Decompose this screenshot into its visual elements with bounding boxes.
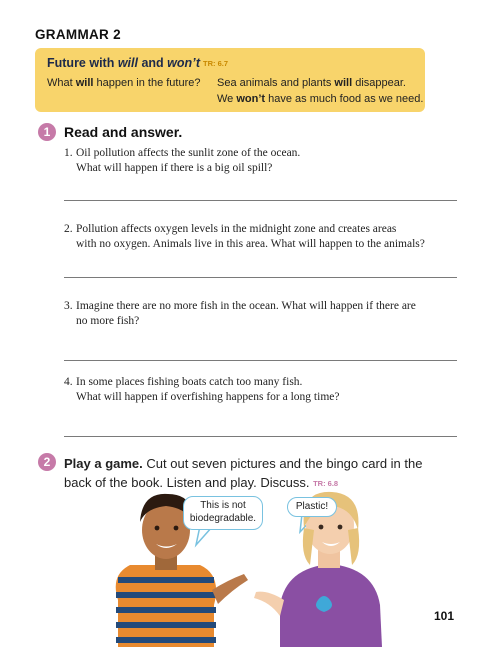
grammar-example-will: Sea animals and plants will disappear. <box>217 77 406 89</box>
question-3: 3. Imagine there are no more fish in the ocean. What will happen if there are no more fish? <box>64 300 416 327</box>
question-1: 1. Oil pollution affects the sunlit zone of the ocean. What will happen if there is a big oil spill? <box>64 147 301 174</box>
exercise-2-instructions: Play a game. Cut out seven pictures and the bingo card in the back of the book. Listen and play. Discuss. TR: 6.8 <box>64 456 423 490</box>
grammar-box-title: Future with will and won’t TR: 6.7 <box>47 56 229 70</box>
speech-bubble-girl: Plastic! <box>287 497 337 517</box>
speech-bubble-boy: This is not biodegradable. <box>183 496 263 530</box>
grammar-example-wont: We won’t have as much food as we need. <box>217 93 424 105</box>
grammar-example-question: What will happen in the future? <box>47 77 201 89</box>
section-title: GRAMMAR 2 <box>35 27 121 42</box>
page-number: 101 <box>433 609 454 623</box>
exercise-1-badge: 1 <box>38 123 56 141</box>
track-reference-2: TR: 6.8 <box>313 479 339 488</box>
track-reference: TR: 6.7 <box>203 59 229 68</box>
question-2: 2. Pollution affects oxygen levels in the midnight zone and creates areas with no oxygen. Animals live in this area. What will happen to the animals? <box>64 223 425 250</box>
exercise-2-badge: 2 <box>38 453 56 471</box>
question-4: 4. In some places fishing boats catch too many fish. What will happen if overfishing happens for a long time? <box>64 376 340 403</box>
exercise-1-heading: Read and answer. <box>64 124 183 140</box>
